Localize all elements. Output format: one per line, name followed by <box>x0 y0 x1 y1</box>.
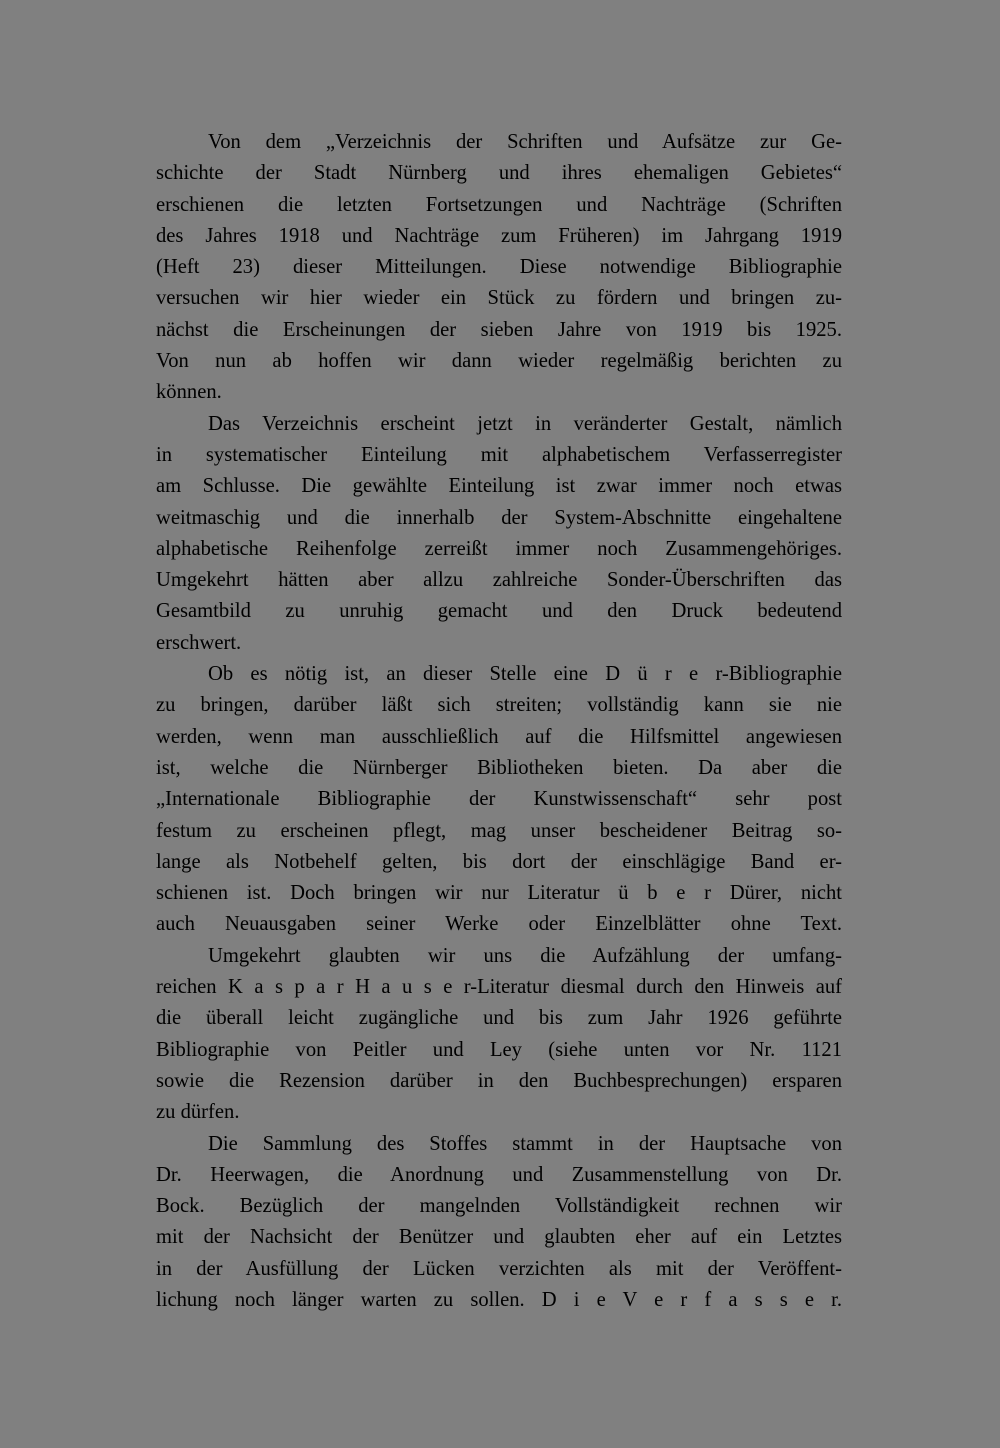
text-line: Umgekehrt glaubten wir uns die Aufzählung der umfang- <box>208 944 842 967</box>
text-line: „Internationale Bibliographie der Kunstwissenschaft“ sehr post <box>156 788 842 811</box>
paragraph-5 <box>156 1129 842 1317</box>
text-line: in systematischer Einteilung mit alphabetischem Verfasserregister <box>156 443 842 466</box>
text-line: können. <box>156 381 222 404</box>
text-line: weitmaschig und die innerhalb der System-Abschnitte eingehaltene <box>156 506 842 529</box>
text-line: Umgekehrt hätten aber allzu zahlreiche Sonder-Überschriften das <box>156 569 842 592</box>
text-line: Die Sammlung des Stoffes stammt in der Hauptsache von <box>208 1132 842 1155</box>
paragraph-3 <box>156 659 842 941</box>
text-line: festum zu erscheinen pflegt, mag unser bescheidener Beitrag so- <box>156 819 842 842</box>
text-line: auch Neuausgaben seiner Werke oder Einzelblätter ohne Text. <box>156 913 842 936</box>
text-line: zu bringen, darüber läßt sich streiten; vollständig kann sie nie <box>156 694 842 717</box>
text-line: reichen K a s p a r H a u s e r-Literatur diesmal durch den Hinweis auf <box>156 976 842 999</box>
text-line: (Heft 23) dieser Mitteilungen. Diese notwendige Bibliographie <box>156 256 842 279</box>
text-line: schienen ist. Doch bringen wir nur Literatur ü b e r Dürer, nicht <box>156 882 842 905</box>
text-line: nächst die Erscheinungen der sieben Jahre von 1919 bis 1925. <box>156 318 842 341</box>
text-line: erschienen die letzten Fortsetzungen und Nachträge (Schriften <box>156 193 842 216</box>
text-line: mit der Nachsicht der Benützer und glaubten eher auf ein Letztes <box>156 1226 842 1249</box>
text-line: versuchen wir hier wieder ein Stück zu fördern und bringen zu- <box>156 287 842 310</box>
text-line: sowie die Rezension darüber in den Buchbesprechungen) ersparen <box>156 1069 842 1092</box>
document-page <box>156 127 842 1316</box>
paragraph-2 <box>156 409 842 659</box>
text-line: Von nun ab hoffen wir dann wieder regelmäßig berichten zu <box>156 350 842 373</box>
text-line: in der Ausfüllung der Lücken verzichten als mit der Veröffent- <box>156 1257 842 1280</box>
paragraph-1 <box>156 127 842 409</box>
text-line: des Jahres 1918 und Nachträge zum Früheren) im Jahrgang 1919 <box>156 224 842 247</box>
text-line-signature: lichung noch länger warten zu sollen. D i e V e r f a s s e r. <box>156 1288 842 1311</box>
text-line: Gesamtbild zu unruhig gemacht und den Druck bedeutend <box>156 600 842 623</box>
text-line: Bock. Bezüglich der mangelnden Vollständigkeit rechnen wir <box>156 1195 842 1218</box>
text-line: Ob es nötig ist, an dieser Stelle eine D ü r e r-Bibliographie <box>208 663 842 686</box>
paragraph-4 <box>156 941 842 1129</box>
text-line: Von dem „Verzeichnis der Schriften und Aufsätze zur Ge- <box>208 131 842 153</box>
text-line: ist, welche die Nürnberger Bibliotheken bieten. Da aber die <box>156 756 842 779</box>
text-line: erschwert. <box>156 631 242 654</box>
text-line: Dr. Heerwagen, die Anordnung und Zusammenstellung von Dr. <box>156 1163 842 1186</box>
text-line: alphabetische Reihenfolge zerreißt immer noch Zusammengehöriges. <box>156 537 842 560</box>
text-line: schichte der Stadt Nürnberg und ihres ehemaligen Gebietes“ <box>156 162 842 185</box>
text-line: Das Verzeichnis erscheint jetzt in veränderter Gestalt, nämlich <box>208 412 842 435</box>
text-line: die überall leicht zugängliche und bis zum Jahr 1926 geführte <box>156 1007 842 1030</box>
text-line: werden, wenn man ausschließlich auf die Hilfsmittel angewiesen <box>156 725 842 748</box>
text-line: zu dürfen. <box>156 1101 240 1124</box>
text-line: Bibliographie von Peitler und Ley (siehe unten vor Nr. 1121 <box>156 1038 842 1061</box>
text-line: lange als Notbehelf gelten, bis dort der einschlägige Band er- <box>156 850 842 873</box>
text-line: am Schlusse. Die gewählte Einteilung ist zwar immer noch etwas <box>156 475 842 498</box>
